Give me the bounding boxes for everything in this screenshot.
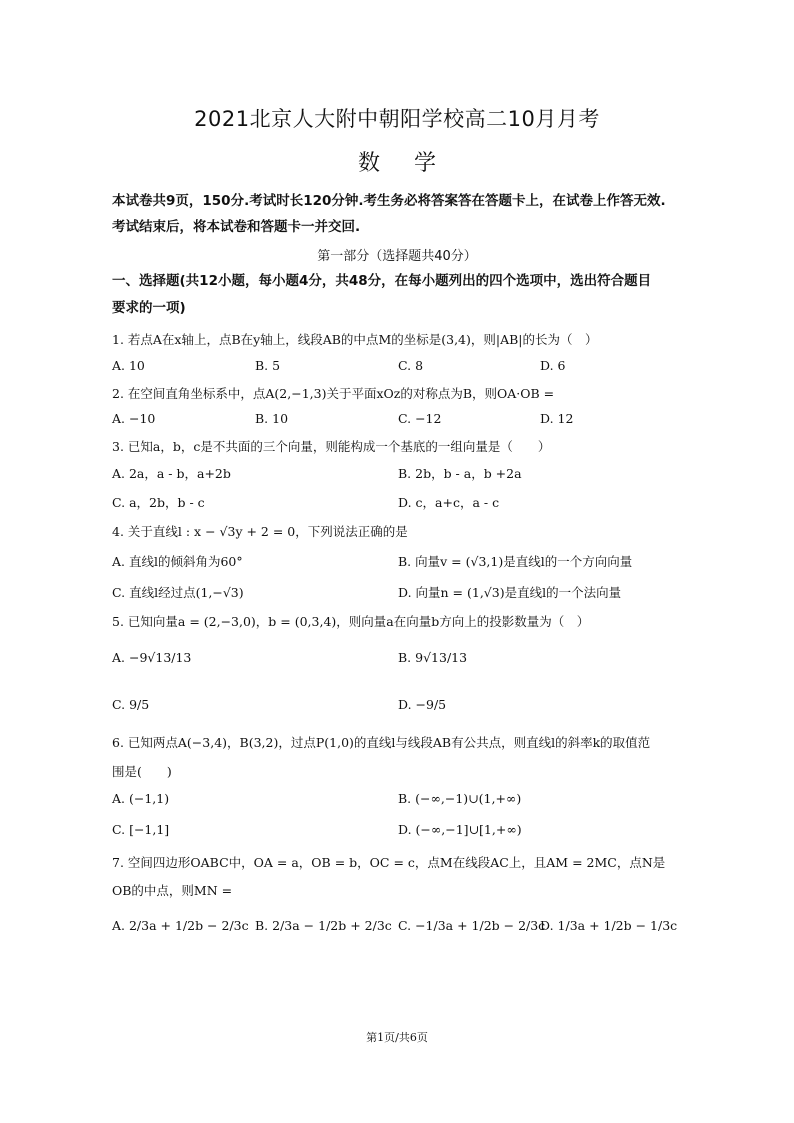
question-7-option-d: D. 1/3a + 1/2b − 1/3c (540, 918, 678, 933)
page-footer: 第1页/共6页 (366, 1031, 428, 1044)
question-3-stem: 3. 已知a，b，c是不共面的三个向量，则能构成一个基底的一组向量是（ ） (112, 439, 551, 454)
question-5-option-c: C. 9/5 (112, 697, 150, 712)
question-6-option-a: A. (−1,1) (112, 791, 170, 806)
question-5-stem: 5. 已知向量a = (2,−3,0)，b = (0,3,4)，则向量a在向量b方向上的投影数量为（ ） (112, 614, 590, 629)
question-5-option-b: B. 9√13/13 (398, 650, 468, 665)
question-4-option-c: C. 直线l经过点(1,−√3) (112, 585, 244, 600)
question-6-stem-line-2: 围是( ) (112, 764, 172, 779)
question-7-option-c: C. −1/3a + 1/2b − 2/3c (398, 918, 546, 933)
question-1-option-b: B. 5 (255, 358, 281, 373)
notice-line-1: 本试卷共9页，150分.考试时长120分钟.考生务必将答案答在答题卡上，在试卷上作答无效. (112, 193, 666, 209)
exam-title: 2021北京人大附中朝阳学校高二10月月考 (194, 107, 600, 131)
question-2-option-c: C. −12 (398, 411, 442, 426)
question-5-option-a: A. −9√13/13 (112, 650, 192, 665)
question-1-stem: 1. 若点A在x轴上，点B在y轴上，线段AB的中点M的坐标是(3,4)，则|AB|的长为（ ） (112, 332, 598, 347)
question-6-stem-line-1: 6. 已知两点A(−3,4)，B(3,2)，过点P(1,0)的直线l与线段AB有公共点，则直线l的斜率k的取值范 (112, 735, 651, 750)
question-6-option-b: B. (−∞,−1)∪(1,+∞) (398, 791, 522, 806)
question-1-option-a: A. 10 (112, 358, 145, 373)
question-7-option-a: A. 2/3a + 1/2b − 2/3c (112, 918, 249, 933)
question-3-option-a: A. 2a，a - b，a+2b (112, 466, 231, 481)
question-5-option-d: D. −9/5 (398, 697, 447, 712)
question-1-option-c: C. 8 (398, 358, 424, 373)
exam-subject: 数学 (357, 151, 470, 176)
question-3-option-d: D. c，a+c，a - c (398, 495, 500, 510)
section-heading-line-1: 一、选择题(共12小题，每小题4分，共48分，在每小题列出的四个选项中，选出符合题目 (112, 273, 652, 289)
question-3-option-c: C. a，2b，b - c (112, 495, 205, 510)
question-6-option-c: C. [−1,1] (112, 822, 170, 837)
question-2-option-b: B. 10 (255, 411, 289, 426)
question-3-option-b: B. 2b，b - a，b +2a (398, 466, 522, 481)
question-4-option-d: D. 向量n = (1,√3)是直线l的一个法向量 (398, 585, 622, 600)
question-4-option-b: B. 向量v = (√3,1)是直线l的一个方向向量 (398, 554, 633, 569)
question-4-stem: 4. 关于直线l : x − √3y + 2 = 0，下列说法正确的是 (112, 524, 408, 539)
part-label: 第一部分（选择题共40分） (317, 249, 477, 264)
question-1-option-d: D. 6 (540, 358, 566, 373)
question-6-option-d: D. (−∞,−1]∪[1,+∞) (398, 822, 522, 837)
question-4-option-a: A. 直线l的倾斜角为60° (112, 554, 243, 569)
question-2-option-a: A. −10 (112, 411, 156, 426)
question-2-option-d: D. 12 (540, 411, 574, 426)
question-2-stem: 2. 在空间直角坐标系中，点A(2,−1,3)关于平面xOz的对称点为B，则OA·OB = (112, 386, 555, 401)
question-7-option-b: B. 2/3a − 1/2b + 2/3c (255, 918, 392, 933)
section-heading-line-2: 要求的一项) (112, 300, 186, 316)
notice-line-2: 考试结束后，将本试卷和答题卡一并交回. (112, 219, 361, 235)
question-7-stem-line-1: 7. 空间四边形OABC中，OA = a，OB = b，OC = c，点M在线段AC上，且AM = 2MC，点N是 (112, 855, 666, 870)
question-7-stem-line-2: OB的中点，则MN = (112, 883, 233, 898)
